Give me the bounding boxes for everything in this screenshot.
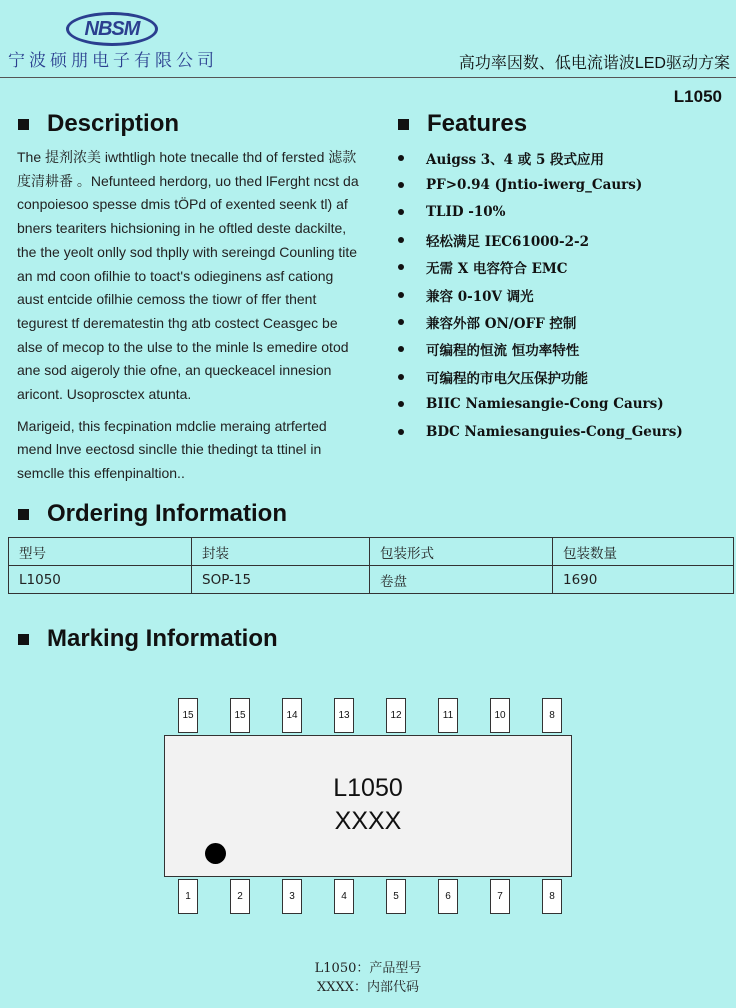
- bottom-pin: 6: [438, 879, 458, 914]
- description-paragraph: The 提剂浓美 iwthtligh hote tnecalle thd of fersted 滤款度清耕番 。Nefunteed herdorg, uo thed lFerght ncst da conpoiesoo spesse dmis tÖPd of exented seenk tl) af bners teariters hichsioning in he oftled deste dackilte, the the yeolt onlly sod thplly with sereingd Counling tite an md coon ofilhie to toact's odieginens asf cationg aust entcide ofilhie cemoss the tiowr of ffer thent tegurest tf derematestin thg atb costect Ceasgec be alse of mecop to the ulse to the minle ls emedire otod ane sod aigeroly thie ofne, an queckeacel innesion aricont. Usoprosctex atunta.: [17, 149, 359, 403]
- feature-item: [398, 336, 728, 363]
- chip-body: [164, 735, 572, 877]
- bullet-square-icon: [18, 509, 29, 520]
- table-header-cell: 型号: [9, 538, 192, 566]
- marking-legend-code: XXXX：内部代码: [316, 980, 420, 995]
- bullet-square-icon: [398, 119, 409, 130]
- bottom-pin: 1: [178, 879, 198, 914]
- bullet-dot-icon: [398, 429, 404, 435]
- feature-item: [398, 254, 728, 281]
- table-cell: 1690: [553, 566, 734, 594]
- bullet-square-icon: [18, 634, 29, 645]
- top-pin: 10: [490, 698, 510, 733]
- table-row: [9, 566, 734, 594]
- pin1-indicator-icon: [205, 843, 226, 864]
- table-cell: L1050: [9, 566, 192, 594]
- feature-item: [398, 171, 728, 198]
- bullet-dot-icon: [398, 374, 404, 380]
- ordering-title: Ordering Information: [47, 500, 287, 527]
- table-header-row: [9, 538, 734, 566]
- bullet-dot-icon: [398, 346, 404, 352]
- logo-text: NBSM: [84, 17, 140, 40]
- feature-item: [398, 391, 728, 418]
- marking-heading: [18, 625, 278, 653]
- feature-item: [398, 363, 728, 390]
- feature-text: 无需 X 电容符合 EMC: [426, 261, 568, 278]
- features-title: Features: [427, 110, 528, 137]
- bullet-dot-icon: [398, 155, 404, 161]
- feature-text: Auigss 3、4 或 5 段式应用: [426, 151, 605, 168]
- feature-text: 兼容 0-10V 调光: [426, 288, 534, 305]
- feature-text: 兼容外部 ON/OFF 控制: [426, 316, 577, 333]
- description-title: Description: [47, 110, 180, 137]
- chip-part-label: L1050: [333, 774, 403, 802]
- feature-text: 可编程的市电欠压保护功能: [426, 370, 588, 387]
- bullet-square-icon: [18, 119, 29, 130]
- top-pin: 14: [282, 698, 302, 733]
- feature-item: [398, 144, 728, 171]
- feature-item: [398, 281, 728, 308]
- chip-code-label: XXXX: [334, 807, 402, 835]
- chip-diagram: [164, 698, 572, 916]
- feature-item: [398, 226, 728, 253]
- bottom-pin: 5: [386, 879, 406, 914]
- marking-title: Marking Information: [47, 625, 278, 652]
- bullet-dot-icon: [398, 401, 404, 407]
- bullet-dot-icon: [398, 209, 404, 215]
- ordering-table: [8, 537, 734, 594]
- table-header-cell: 包装形式: [370, 538, 553, 566]
- header-divider: [0, 77, 736, 78]
- top-pin: 15: [178, 698, 198, 733]
- ordering-heading: [18, 500, 287, 528]
- top-pin: 15: [230, 698, 250, 733]
- document-title: 高功率因数、低电流谐波LED驱动方案: [458, 55, 730, 72]
- table-cell: SOP-15: [192, 566, 370, 594]
- bottom-pin: 8: [542, 879, 562, 914]
- table-cell: 卷盘: [370, 566, 553, 594]
- bullet-dot-icon: [398, 182, 404, 188]
- bottom-pin: 3: [282, 879, 302, 914]
- bottom-pin: 4: [334, 879, 354, 914]
- feature-text: 轻松满足 IEC61000-2-2: [426, 233, 590, 250]
- features-list: [398, 144, 728, 445]
- company-name: 宁波硕朋电子有限公司: [8, 51, 218, 71]
- top-pin: 11: [438, 698, 458, 733]
- company-logo: [66, 12, 158, 46]
- table-header-cell: 包装数量: [553, 538, 734, 566]
- feature-item: [398, 308, 728, 335]
- part-number: L1050: [673, 87, 722, 106]
- page-header: [0, 0, 736, 80]
- marking-legend-part: L1050：产品型号: [314, 961, 422, 976]
- description-body: [17, 146, 362, 494]
- bottom-pin: 7: [490, 879, 510, 914]
- feature-text: PF>0.94 (Jntio-iwerg_Caurs): [426, 177, 643, 194]
- feature-text: BIIC Namiesangie-Cong Caurs): [426, 396, 664, 413]
- feature-item: [398, 199, 728, 226]
- features-heading: [398, 110, 527, 138]
- top-pin: 13: [334, 698, 354, 733]
- description-paragraph: Marigeid, this fecpination mdclie meraing atrferted mend lnve eectosd sinclle thie thedingt ta ttinel in semclle this effenpinaltion..: [17, 417, 327, 482]
- description-heading: [18, 110, 179, 138]
- bottom-pin: 2: [230, 879, 250, 914]
- bullet-dot-icon: [398, 264, 404, 270]
- table-header-cell: 封装: [192, 538, 370, 566]
- bullet-dot-icon: [398, 292, 404, 298]
- bullet-dot-icon: [398, 237, 404, 243]
- feature-text: BDC Namiesanguies-Cong_Geurs): [426, 423, 683, 440]
- feature-text: 可编程的恒流 恒功率特性: [426, 343, 580, 360]
- bullet-dot-icon: [398, 319, 404, 325]
- feature-text: TLID -10%: [426, 204, 506, 221]
- top-pin: 8: [542, 698, 562, 733]
- top-pin: 12: [386, 698, 406, 733]
- feature-item: [398, 418, 728, 445]
